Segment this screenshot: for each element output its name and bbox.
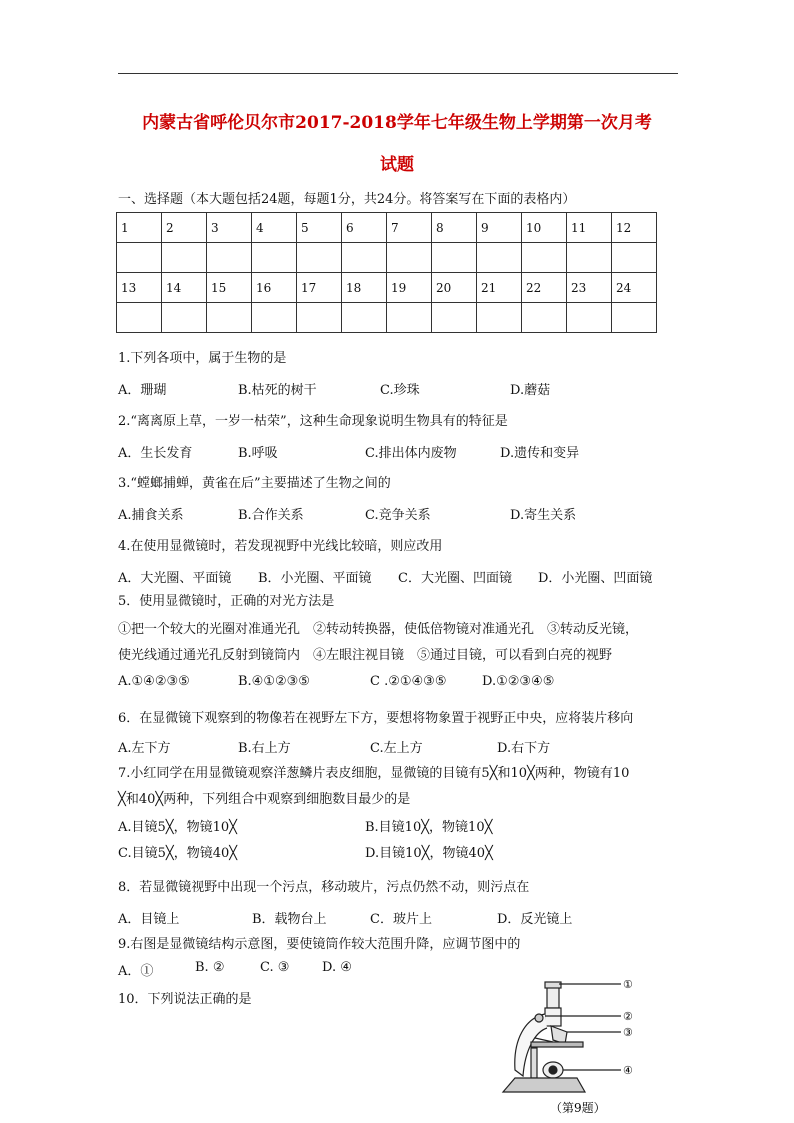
table-cell: 24 — [612, 273, 657, 303]
q3-option-b[interactable]: B.合作关系 — [238, 508, 304, 523]
question-10: 10．下列说法正确的是 — [118, 992, 252, 1007]
q7-option-a[interactable]: A.目镜5╳，物镜10╳ — [118, 820, 237, 835]
q4-option-c[interactable]: C．大光圈、凹面镜 — [398, 571, 512, 586]
table-cell: 6 — [342, 213, 387, 243]
question-4: 4.在使用显微镜时，若发现视野中光线比较暗，则应改用 — [118, 539, 443, 554]
question-5-steps-1: ①把一个较大的光圈对准通光孔 ②转动转换器，使低倍物镜对准通光孔 ③转动反光镜， — [118, 622, 639, 637]
table-cell: 20 — [432, 273, 477, 303]
answer-cell[interactable] — [342, 303, 387, 333]
q7-option-d[interactable]: D.目镜10╳，物镜40╳ — [365, 846, 493, 861]
q2-option-c[interactable]: C.排出体内废物 — [365, 446, 457, 461]
q9-option-b[interactable]: B. ② — [195, 960, 225, 975]
answer-cell[interactable] — [252, 303, 297, 333]
table-cell: 17 — [297, 273, 342, 303]
q2-option-d[interactable]: D.遗传和变异 — [500, 446, 580, 461]
q3-option-d[interactable]: D.寄生关系 — [510, 508, 577, 523]
table-cell: 7 — [387, 213, 432, 243]
figure-label-4: ④ — [623, 1064, 633, 1077]
q9-option-d[interactable]: D. ④ — [322, 960, 352, 975]
q9-option-c[interactable]: C. ③ — [260, 960, 290, 975]
answer-cell[interactable] — [432, 303, 477, 333]
q1-option-d[interactable]: D.蘑菇 — [510, 383, 551, 398]
table-cell: 14 — [162, 273, 207, 303]
table-cell: 18 — [342, 273, 387, 303]
q7-option-c[interactable]: C.目镜5╳，物镜40╳ — [118, 846, 238, 861]
q6-option-d[interactable]: D.右下方 — [497, 741, 551, 756]
q5-option-a[interactable]: A.①④②③⑤ — [118, 674, 190, 689]
q4-option-b[interactable]: B．小光圈、平面镜 — [258, 571, 372, 586]
table-cell: 19 — [387, 273, 432, 303]
figure-label-3: ③ — [623, 1026, 633, 1039]
figure-label-1: ① — [623, 980, 633, 991]
question-3: 3.“螳螂捕蝉，黄雀在后”主要描述了生物之间的 — [118, 476, 391, 491]
answer-cell[interactable] — [297, 303, 342, 333]
answer-cell[interactable] — [162, 303, 207, 333]
question-5-steps-2: 使光线通过通光孔反射到镜筒内 ④左眼注视目镜 ⑤通过目镜，可以看到白亮的视野 — [118, 648, 613, 663]
answer-cell[interactable] — [477, 243, 522, 273]
microscope-drawing — [503, 982, 621, 1092]
page-title-line1: 内蒙古省呼伦贝尔市2017-2018学年七年级生物上学期第一次月考 — [142, 113, 652, 133]
q6-option-c[interactable]: C.左上方 — [370, 741, 423, 756]
table-cell: 3 — [207, 213, 252, 243]
q8-option-c[interactable]: C．玻片上 — [370, 912, 432, 927]
question-7-line1: 7.小红同学在用显微镜观察洋葱鳞片表皮细胞，显微镜的目镜有5╳和10╳两种，物镜有10 — [118, 766, 630, 781]
q8-option-b[interactable]: B．载物台上 — [252, 912, 327, 927]
answer-cell[interactable] — [522, 303, 567, 333]
microscope-figure — [495, 980, 645, 1120]
table-cell: 11 — [567, 213, 612, 243]
question-6: 6．在显微镜下观察到的物像若在视野左下方，要想将物象置于视野正中央，应将装片移向 — [118, 711, 634, 726]
question-2: 2.“离离原上草，一岁一枯荣”，这种生命现象说明生物具有的特征是 — [118, 414, 508, 429]
page-title-line2: 试题 — [380, 155, 414, 175]
answer-cell[interactable] — [567, 243, 612, 273]
question-1: 1.下列各项中，属于生物的是 — [118, 351, 287, 366]
q7-option-b[interactable]: B.目镜10╳，物镜10╳ — [365, 820, 493, 835]
q4-option-a[interactable]: A．大光圈、平面镜 — [118, 571, 232, 586]
table-cell: 21 — [477, 273, 522, 303]
table-cell: 10 — [522, 213, 567, 243]
answer-cell[interactable] — [342, 243, 387, 273]
answer-cell[interactable] — [207, 303, 252, 333]
q6-option-a[interactable]: A.左下方 — [118, 741, 171, 756]
table-row — [117, 213, 657, 243]
answer-cell[interactable] — [432, 243, 477, 273]
answer-cell[interactable] — [162, 243, 207, 273]
answer-cell[interactable] — [612, 243, 657, 273]
table-row — [117, 243, 657, 273]
q1-option-a[interactable]: A．珊瑚 — [118, 383, 167, 398]
q5-option-c[interactable]: C .②①④③⑤ — [370, 674, 447, 689]
table-cell: 1 — [117, 213, 162, 243]
answer-cell[interactable] — [477, 303, 522, 333]
header-rule — [118, 73, 678, 74]
q5-option-d[interactable]: D.①②③④⑤ — [482, 674, 555, 689]
answer-cell[interactable] — [297, 243, 342, 273]
answer-cell[interactable] — [252, 243, 297, 273]
table-cell: 12 — [612, 213, 657, 243]
table-cell: 15 — [207, 273, 252, 303]
table-cell: 16 — [252, 273, 297, 303]
q8-option-d[interactable]: D．反光镜上 — [497, 912, 573, 927]
figure-caption: （第9题） — [550, 1101, 606, 1115]
table-cell: 13 — [117, 273, 162, 303]
question-8: 8．若显微镜视野中出现一个污点，移动玻片，污点仍然不动，则污点在 — [118, 880, 530, 895]
q6-option-b[interactable]: B.右上方 — [238, 741, 291, 756]
q4-option-d[interactable]: D．小光圈、凹面镜 — [538, 571, 653, 586]
table-cell: 23 — [567, 273, 612, 303]
answer-cell[interactable] — [567, 303, 612, 333]
q9-option-a[interactable]: A．① — [118, 964, 154, 979]
table-cell: 22 — [522, 273, 567, 303]
figure-label-2: ② — [623, 1010, 633, 1023]
table-row — [117, 303, 657, 333]
answer-cell[interactable] — [387, 243, 432, 273]
table-cell: 8 — [432, 213, 477, 243]
answer-cell[interactable] — [117, 243, 162, 273]
answer-cell[interactable] — [117, 303, 162, 333]
table-cell: 2 — [162, 213, 207, 243]
answer-cell[interactable] — [522, 243, 567, 273]
q3-option-c[interactable]: C.竞争关系 — [365, 508, 431, 523]
answer-cell[interactable] — [207, 243, 252, 273]
table-cell: 9 — [477, 213, 522, 243]
q2-option-b[interactable]: B.呼吸 — [238, 446, 278, 461]
question-7-line2: ╳和40╳两种，下列组合中观察到细胞数目最少的是 — [118, 792, 411, 807]
answer-table — [116, 212, 657, 333]
answer-cell[interactable] — [612, 303, 657, 333]
q2-option-a[interactable]: A．生长发育 — [118, 446, 193, 461]
answer-cell[interactable] — [387, 303, 432, 333]
q1-option-c[interactable]: C.珍珠 — [380, 383, 420, 398]
q1-option-b[interactable]: B.枯死的树干 — [238, 383, 317, 398]
table-cell: 4 — [252, 213, 297, 243]
table-row — [117, 273, 657, 303]
q3-option-a[interactable]: A.捕食关系 — [118, 508, 184, 523]
table-cell: 5 — [297, 213, 342, 243]
question-5: 5．使用显微镜时，正确的对光方法是 — [118, 594, 335, 609]
q5-option-b[interactable]: B.④①②③⑤ — [238, 674, 310, 689]
question-9: 9.右图是显微镜结构示意图，要使镜筒作较大范围升降，应调节图中的 — [118, 937, 521, 952]
q8-option-a[interactable]: A．目镜上 — [118, 912, 180, 927]
section-heading: 一、选择题（本大题包括24题，每题1分，共24分。将答案写在下面的表格内） — [118, 192, 576, 207]
